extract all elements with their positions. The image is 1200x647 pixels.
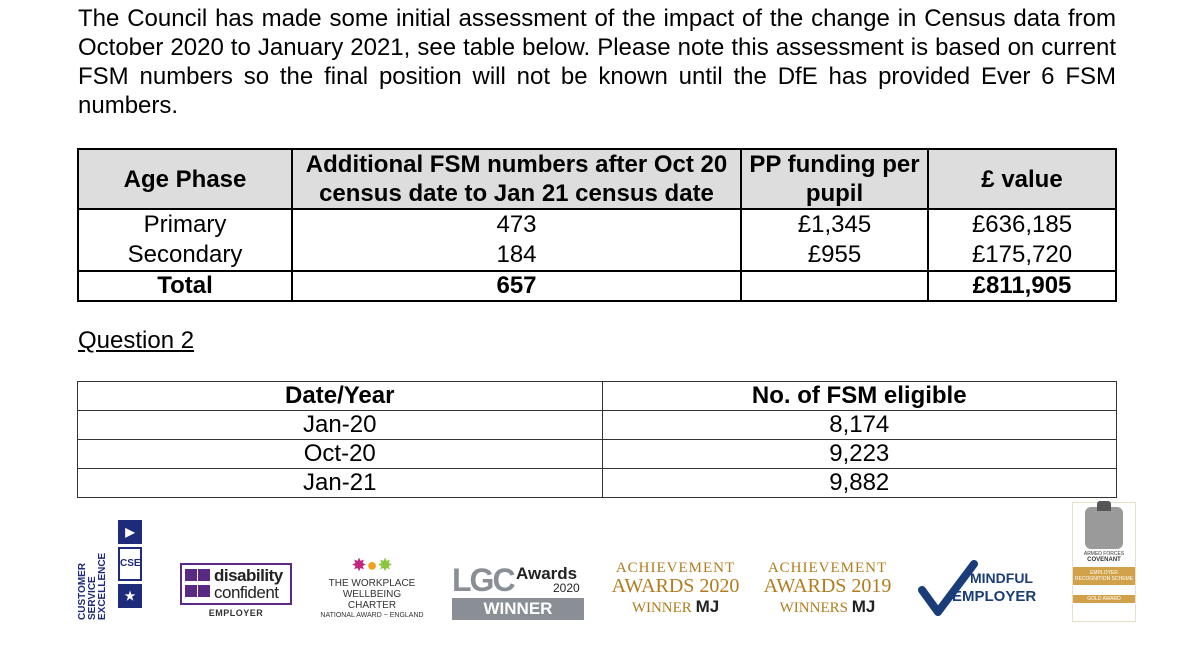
header-pp-funding: PP funding per pupil	[741, 149, 928, 209]
dc-line3: EMPLOYER	[208, 608, 264, 618]
afc-line4: GOLD AWARD	[1073, 595, 1135, 603]
cell-total-additional: 657	[292, 271, 741, 301]
dc-line1: disability	[214, 566, 283, 585]
achievement-awards-2019-logo	[760, 560, 895, 619]
mindful-employer-logo	[918, 560, 1048, 620]
wc-line1: THE WORKPLACE	[328, 578, 416, 589]
cell-value: £636,185	[928, 209, 1116, 240]
lgc-awards-logo	[452, 564, 584, 620]
header-date-year: Date/Year	[78, 382, 603, 411]
cell-date: Jan-20	[78, 411, 603, 440]
lgc-result: WINNER	[452, 598, 584, 620]
cell-additional: 184	[292, 240, 741, 271]
ach2020-line3: WINNER	[631, 600, 692, 616]
cell-additional: 473	[292, 209, 741, 240]
intro-paragraph: The Council has made some initial assessment of the impact of the change in Census data from October 2020 to January 2021, see table below. Please note this assessment is based on current FSM numbers so the final position will not be known until the DfE has provided Ever 6 FSM numbers.	[78, 5, 1116, 119]
table-row	[78, 240, 1116, 271]
ach2020-line2: AWARDS 2020	[611, 575, 740, 597]
cell-eligible: 9,882	[602, 469, 1117, 498]
mj-logo: MJ	[695, 597, 720, 616]
table-row	[78, 440, 1117, 469]
mindful-line2: EMPLOYER	[952, 588, 1037, 605]
crest-icon	[1085, 507, 1123, 549]
dc-check-icon	[198, 569, 210, 581]
table-row	[78, 469, 1117, 498]
cell-total-label: Total	[78, 271, 292, 301]
afc-line2: COVENANT	[1087, 557, 1121, 563]
question-2-heading: Question 2	[78, 327, 195, 354]
star-icon: ★	[118, 584, 142, 608]
ach2020-line1: ACHIEVEMENT	[615, 560, 736, 576]
header-value: £ value	[928, 149, 1116, 209]
cell-phase: Secondary	[78, 240, 292, 271]
cell-date: Jan-21	[78, 469, 603, 498]
cell-eligible: 8,174	[602, 411, 1117, 440]
mj-logo: MJ	[851, 597, 876, 616]
dc-square-icon	[185, 569, 197, 581]
play-icon: ▶	[118, 520, 142, 544]
cell-value: £175,720	[928, 240, 1116, 271]
achievement-awards-2020-logo	[608, 560, 743, 619]
ach2019-line2: AWARDS 2019	[763, 575, 892, 597]
flower-icon: ✸●✸	[351, 555, 393, 575]
cell-funding: £1,345	[741, 209, 928, 240]
fsm-impact-table	[77, 148, 1117, 302]
wellbeing-charter-logo	[318, 556, 426, 620]
table-row	[78, 209, 1116, 240]
cse-vertical-text: CUSTOMER SERVICE EXCELLENCE	[77, 552, 108, 620]
total-row	[78, 271, 1116, 301]
dc-check-icon	[198, 585, 210, 597]
wc-line3: NATIONAL AWARD ~ ENGLAND	[320, 612, 424, 619]
ach2019-line1: ACHIEVEMENT	[767, 560, 888, 576]
cell-funding: £955	[741, 240, 928, 271]
armed-forces-covenant-logo	[1072, 502, 1136, 622]
wc-line2: WELLBEING CHARTER	[342, 589, 402, 611]
header-additional-fsm: Additional FSM numbers after Oct 20 census date to Jan 21 census date	[292, 149, 741, 209]
disability-confident-logo	[180, 563, 292, 618]
afc-line1: ARMED FORCES	[1083, 551, 1125, 557]
dc-square-icon	[185, 585, 197, 597]
fsm-eligible-table	[77, 381, 1117, 498]
cell-date: Oct-20	[78, 440, 603, 469]
lgc-awards: Awards	[516, 564, 578, 583]
cell-eligible: 9,223	[602, 440, 1117, 469]
lgc-year: 2020	[553, 581, 580, 595]
lgc-brand: LGC	[452, 562, 514, 598]
afc-line3: EMPLOYER RECOGNITION SCHEME	[1073, 567, 1135, 585]
ach2019-line3: WINNERS	[779, 600, 848, 616]
customer-service-excellence-logo	[78, 520, 153, 620]
cell-total-funding	[741, 271, 928, 301]
mindful-line1: MINDFUL	[970, 570, 1033, 586]
cell-total-value: £811,905	[928, 271, 1116, 301]
header-fsm-eligible: No. of FSM eligible	[602, 382, 1117, 411]
table-row	[78, 411, 1117, 440]
accreditation-logos	[0, 500, 1200, 647]
header-age-phase: Age Phase	[78, 149, 292, 209]
dc-line2: confident	[214, 583, 279, 602]
cse-box-label: CSE	[118, 547, 142, 581]
cell-phase: Primary	[78, 209, 292, 240]
